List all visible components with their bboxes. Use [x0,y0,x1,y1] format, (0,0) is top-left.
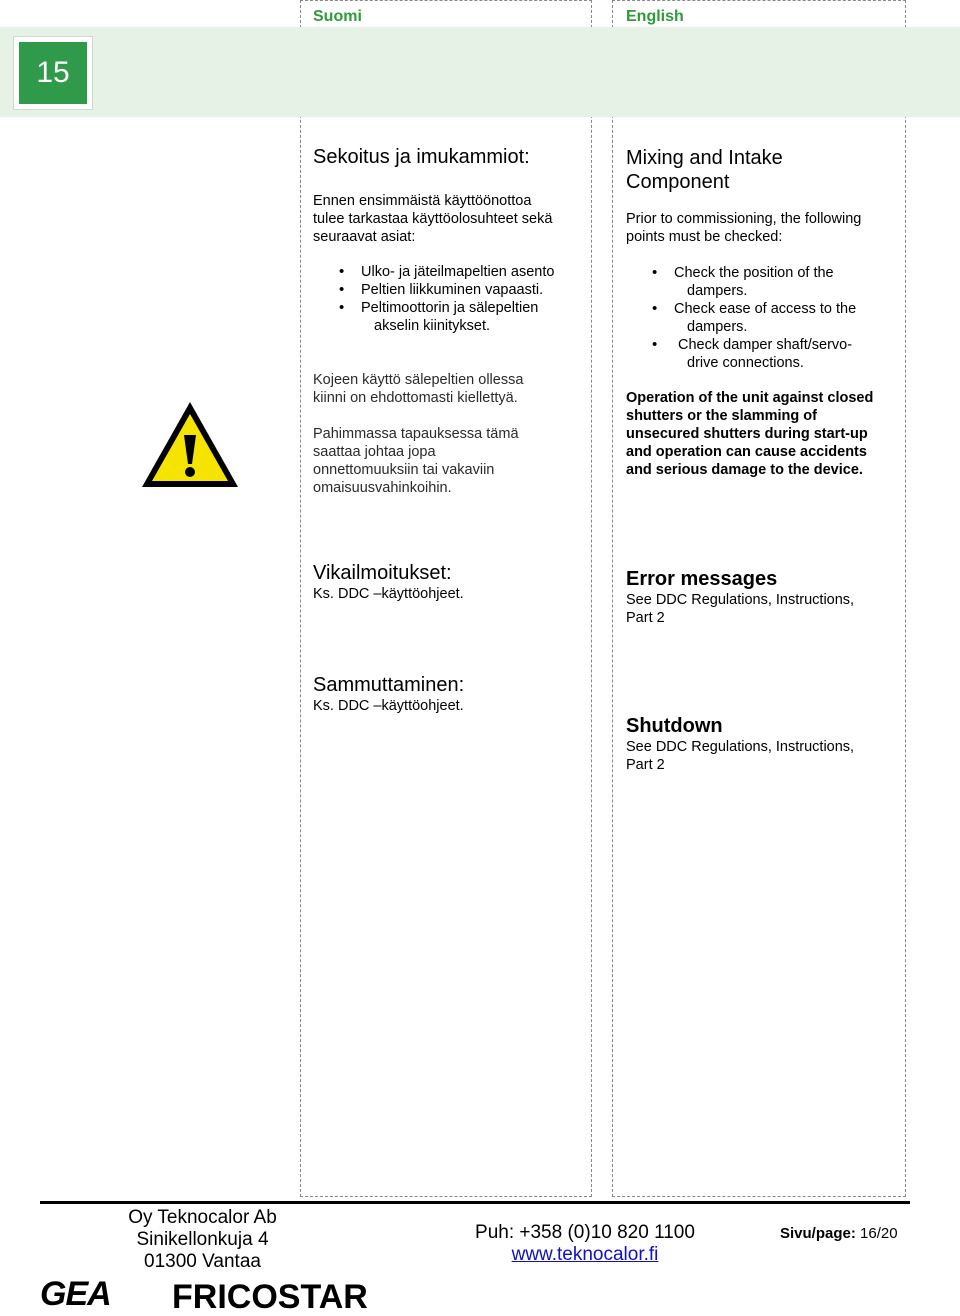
en-warning-line: shutters or the slamming of [626,408,817,424]
footer-page-label: Sivu/page: [780,1225,856,1242]
en-checklist-item: • Check the position of the dampers. [626,264,906,300]
fi-intro-line: tulee tarkastaa käyttöolosuhteet sekä [313,211,553,227]
fi-warning-line: omaisuusvahinkoihin. [313,480,452,496]
en-warning-line: unsecured shutters during start-up [626,426,868,442]
fi-errors-text: Ks. DDC –käyttöohjeet. [313,586,464,602]
en-errors-text [626,591,854,627]
en-checklist-item: • Check damper shaft/servo- drive connections. [626,336,906,372]
section-number: 15 [19,42,87,104]
en-warning-line: and operation can cause accidents [626,444,867,460]
en-checklist-item: • Check ease of access to the dampers. [626,300,906,336]
fi-shutdown-text: Ks. DDC –käyttöohjeet. [313,698,464,714]
fi-warning-line: onnettomuuksiin tai vakaviin [313,462,495,478]
en-warning-note [626,389,916,479]
footer-page [780,1225,898,1242]
fi-warning-note [313,371,593,407]
en-errors-line: See DDC Regulations, Instructions, [626,592,855,608]
footer-address [100,1207,305,1273]
en-checklist [626,264,906,372]
fi-warning-line: saattaa johtaa jopa [313,444,436,460]
fi-warning-consequence [313,425,593,497]
fi-warning-line: Kojeen käyttö sälepeltien ollessa [313,372,524,388]
en-shutdown-line: Part 2 [626,757,665,773]
fi-shutdown-title: Sammuttaminen: [313,674,465,696]
en-shutdown-text [626,738,854,774]
footer-phone: Puh: +358 (0)10 820 1100 [475,1222,695,1243]
language-header-finnish: Suomi [313,8,362,25]
en-shutdown-line: See DDC Regulations, Instructions, [626,739,855,755]
en-intro-line: points must be checked: [626,229,783,245]
en-errors-line: Part 2 [626,610,665,626]
footer-divider [40,1201,910,1204]
en-warning-line: and serious damage to the device. [626,462,863,478]
en-warning-line: Operation of the unit against closed [626,390,874,406]
fi-warning-line: Pahimmassa tapauksessa tämä [313,426,519,442]
footer-city: 01300 Vantaa [144,1251,261,1272]
section-number-badge [13,36,93,110]
fi-intro-line: seuraavat asiat: [313,229,416,245]
en-mixing-title-line: Mixing and Intake [626,147,783,169]
fi-errors-title: Vikailmoitukset: [313,562,452,584]
fi-intro [313,192,593,246]
footer-website-link[interactable]: www.teknocalor.fi [511,1244,659,1265]
en-intro [626,210,906,246]
fi-checklist-item: • Peltimoottorin ja sälepeltien akselin kiinitykset. [313,299,593,335]
fi-mixing-title: Sekoitus ja imukammiot: [313,146,530,168]
en-mixing-title [626,146,783,194]
footer-company: Oy Teknocalor Ab [128,1207,277,1228]
fi-checklist-item: • Peltien liikkuminen vapaasti. [313,281,593,299]
fi-intro-line: Ennen ensimmäistä käyttöönottoa [313,193,532,209]
warning-triangle-icon [140,400,240,490]
gea-logo: GEA [40,1275,111,1313]
en-errors-title: Error messages [626,568,778,590]
en-mixing-title-line: Component [626,171,730,193]
footer-page-value: 16/20 [860,1225,898,1242]
fi-checklist-item: • Ulko- ja jäteilmapeltien asento [313,263,593,281]
fi-warning-line: kiinni on ehdottomasti kiellettyä. [313,390,518,406]
en-intro-line: Prior to commissioning, the following [626,211,862,227]
language-header-english: English [626,8,684,25]
fricostar-logo: FRICOSTAR [172,1278,368,1316]
fi-checklist [313,263,593,335]
footer-street: Sinikellonkuja 4 [136,1229,269,1250]
footer-contact [460,1222,710,1266]
section-header-band [0,27,960,117]
en-shutdown-title: Shutdown [626,715,723,737]
